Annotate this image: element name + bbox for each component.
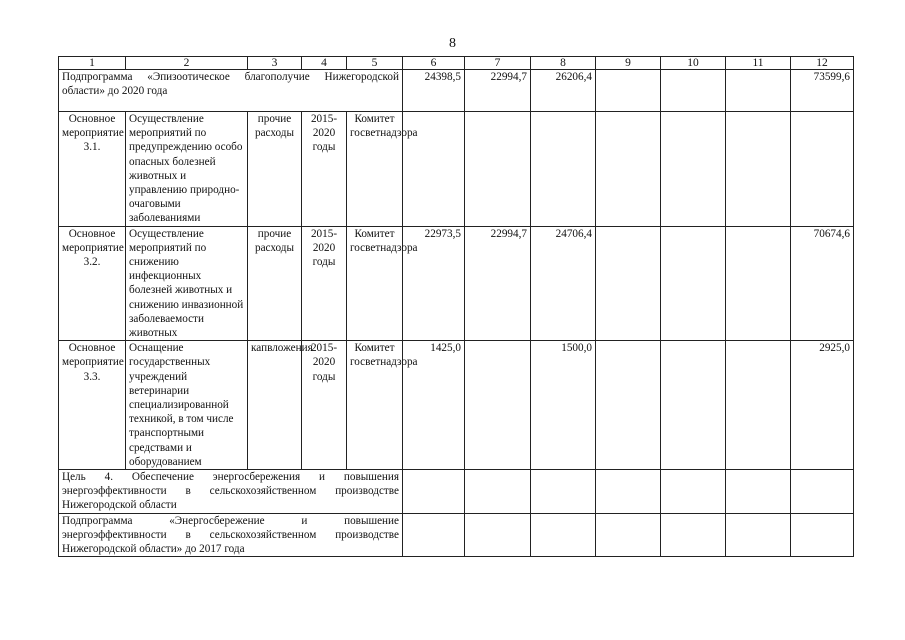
header-cell: 1 xyxy=(59,57,126,70)
value-col7 xyxy=(465,513,531,557)
value-col6: 22973,5 xyxy=(403,226,465,341)
value-col7: 22994,7 xyxy=(465,70,531,112)
measure-type: Основное мероприятие 3.2. xyxy=(59,226,126,341)
measure-name: Оснащение государственных учреждений ветеринарии специализированной техникой, в том числе транспортными средствами и оборудованием xyxy=(126,341,248,470)
value-col8 xyxy=(531,470,596,514)
expense-type: капвложения xyxy=(248,341,302,470)
subprogram-title: Подпрограмма «Эпизоотическое благополучие Нижегородской области» до 2020 года xyxy=(59,70,403,112)
period: 2015-2020 годы xyxy=(302,112,347,227)
subprogram-title: Подпрограмма «Энергосбережение и повышение энергоэффективности в сельскохозяйственном производстве Нижегородской области» до 2017 года xyxy=(59,513,403,557)
value-col6 xyxy=(403,470,465,514)
value-col9 xyxy=(596,112,661,227)
value-col9 xyxy=(596,341,661,470)
measure-name: Осуществление мероприятий по предупреждению особо опасных болезней животных и управлению природно-очаговыми заболеваниями xyxy=(126,112,248,227)
goal-title: Цель 4. Обеспечение энергосбережения и повышения энергоэффективности в сельскохозяйственном производстве Нижегородской области xyxy=(59,470,403,514)
header-cell: 3 xyxy=(248,57,302,70)
measure-type: Основное мероприятие 3.3. xyxy=(59,341,126,470)
executor: Комитет госветнадзора xyxy=(347,112,403,227)
value-col10 xyxy=(661,226,726,341)
value-col11 xyxy=(726,470,791,514)
value-col12: 73599,6 xyxy=(791,70,854,112)
period: 2015-2020 годы xyxy=(302,341,347,470)
header-cell: 6 xyxy=(403,57,465,70)
value-col11 xyxy=(726,112,791,227)
measure-name: Осуществление мероприятий по снижению инфекционных болезней животных и снижению инвазионной заболеваемости животных xyxy=(126,226,248,341)
value-col8 xyxy=(531,513,596,557)
value-col12: 2925,0 xyxy=(791,341,854,470)
header-cell: 10 xyxy=(661,57,726,70)
value-col11 xyxy=(726,70,791,112)
value-col11 xyxy=(726,341,791,470)
value-col10 xyxy=(661,70,726,112)
value-col7: 22994,7 xyxy=(465,226,531,341)
header-cell: 11 xyxy=(726,57,791,70)
table-row xyxy=(59,341,854,470)
value-col9 xyxy=(596,513,661,557)
value-col10 xyxy=(661,341,726,470)
value-col12 xyxy=(791,513,854,557)
value-col6: 24398,5 xyxy=(403,70,465,112)
page-number: 8 xyxy=(449,36,456,51)
period: 2015-2020 годы xyxy=(302,226,347,341)
measure-type: Основное мероприятие 3.1. xyxy=(59,112,126,227)
value-col12: 70674,6 xyxy=(791,226,854,341)
executor: Комитет госветнадзора xyxy=(347,341,403,470)
value-col12 xyxy=(791,112,854,227)
value-col8: 1500,0 xyxy=(531,341,596,470)
header-cell: 7 xyxy=(465,57,531,70)
value-col7 xyxy=(465,470,531,514)
value-col11 xyxy=(726,226,791,341)
value-col8: 24706,4 xyxy=(531,226,596,341)
value-col10 xyxy=(661,112,726,227)
value-col9 xyxy=(596,470,661,514)
goal-row xyxy=(59,470,854,514)
header-cell: 12 xyxy=(791,57,854,70)
value-col9 xyxy=(596,226,661,341)
budget-table xyxy=(58,56,854,557)
value-col10 xyxy=(661,513,726,557)
executor: Комитет госветнадзора xyxy=(347,226,403,341)
header-cell: 4 xyxy=(302,57,347,70)
value-col6: 1425,0 xyxy=(403,341,465,470)
table-row xyxy=(59,226,854,341)
value-col9 xyxy=(596,70,661,112)
header-cell: 2 xyxy=(126,57,248,70)
value-col12 xyxy=(791,470,854,514)
header-cell: 8 xyxy=(531,57,596,70)
header-cell: 9 xyxy=(596,57,661,70)
expense-type: прочие расходы xyxy=(248,112,302,227)
value-col6 xyxy=(403,513,465,557)
subprogram-row xyxy=(59,70,854,112)
table-row xyxy=(59,112,854,227)
subprogram-row xyxy=(59,513,854,557)
value-col10 xyxy=(661,470,726,514)
expense-type: прочие расходы xyxy=(248,226,302,341)
value-col11 xyxy=(726,513,791,557)
header-row xyxy=(59,57,854,70)
value-col8: 26206,4 xyxy=(531,70,596,112)
header-cell: 5 xyxy=(347,57,403,70)
value-col7 xyxy=(465,112,531,227)
value-col8 xyxy=(531,112,596,227)
value-col7 xyxy=(465,341,531,470)
